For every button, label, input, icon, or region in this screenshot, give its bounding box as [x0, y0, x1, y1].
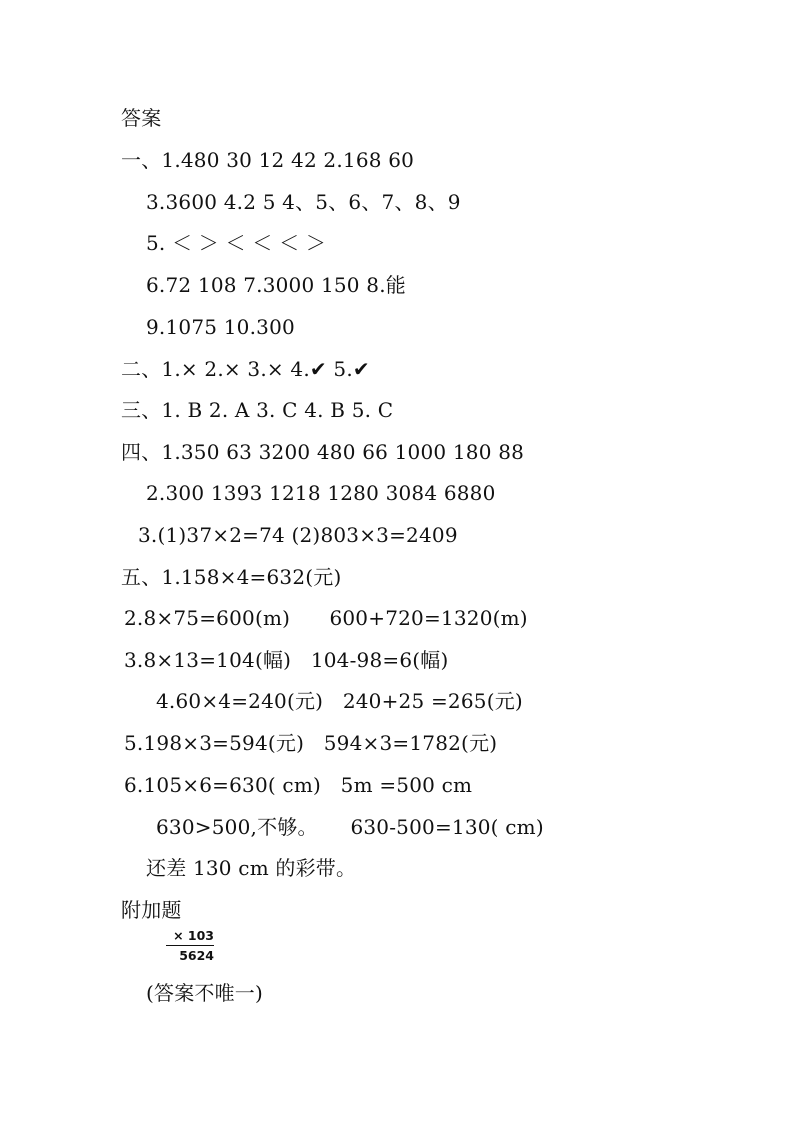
answer-line-12: 2.8×75=600(m) 600+720=1320(m)	[124, 606, 528, 630]
answer-line-1: 一、1.480 30 12 42 2.168 60	[121, 148, 415, 172]
answer-line-13: 3.8×13=104(幅) 104-98=6(幅)	[124, 648, 449, 672]
answer-line-14: 4.60×4=240(元) 240+25 =265(元)	[156, 689, 523, 713]
answer-line-15: 5.198×3=594(元) 594×3=1782(元)	[124, 731, 498, 755]
answer-line-4: 6.72 108 7.3000 150 8.能	[146, 273, 406, 297]
answer-line-17: 630>500,不够。 630-500=130( cm)	[156, 815, 544, 839]
vertical-calculation	[166, 928, 214, 963]
extra-note: (答案不唯一)	[146, 981, 264, 1005]
answer-line-2: 3.3600 4.2 5 4、5、6、7、8、9	[146, 190, 461, 214]
answer-heading: 答案	[121, 106, 162, 130]
answer-line-10: 3.(1)37×2=74 (2)803×3=2409	[138, 523, 458, 547]
calc-result: 5624	[179, 948, 214, 963]
answer-line-16: 6.105×6=630( cm) 5m =500 cm	[124, 773, 473, 797]
calc-rule	[166, 945, 214, 946]
answer-line-5: 9.1075 10.300	[146, 315, 295, 339]
answer-line-18: 还差 130 cm 的彩带。	[146, 856, 357, 880]
answer-line-6: 二、1.× 2.× 3.× 4.✔ 5.✔	[121, 357, 370, 381]
calc-multiplier: × 103	[173, 928, 214, 943]
extra-heading: 附加题	[121, 898, 182, 922]
answer-line-3: 5. ＜ ＞ ＜ ＜ ＜ ＞	[146, 231, 327, 255]
answer-line-9: 2.300 1393 1218 1280 3084 6880	[146, 481, 496, 505]
answer-line-7: 三、1. B 2. A 3. C 4. B 5. C	[121, 398, 394, 422]
answer-line-11: 五、1.158×4=632(元)	[121, 565, 342, 589]
answer-line-8: 四、1.350 63 3200 480 66 1000 180 88	[121, 440, 525, 464]
